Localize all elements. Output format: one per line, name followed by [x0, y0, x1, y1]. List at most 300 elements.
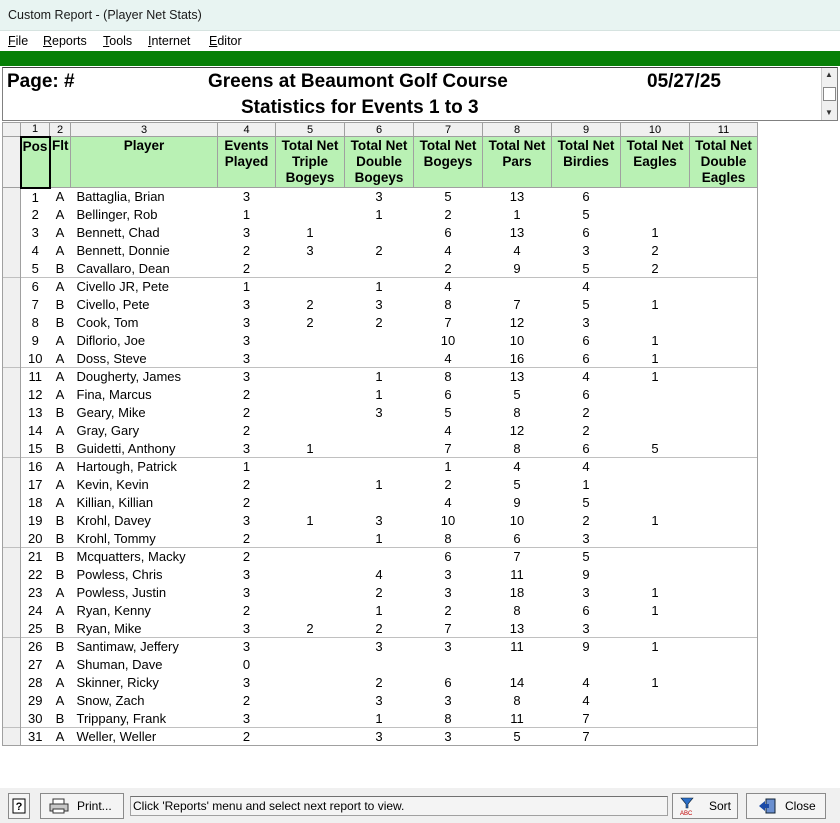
row-selector[interactable]	[3, 260, 21, 278]
header-double-bogeys[interactable]: Total Net Double Bogeys	[345, 137, 414, 188]
cell-events-played[interactable]: 2	[242, 693, 251, 708]
cell-birdies[interactable]: 9	[582, 567, 590, 582]
cell-double-eagles[interactable]	[690, 530, 758, 548]
cell-birdies[interactable]: 6	[582, 333, 590, 348]
cell-double-eagles[interactable]	[690, 584, 758, 602]
column-number[interactable]: 3	[71, 123, 218, 137]
cell-flt[interactable]: A	[55, 477, 65, 492]
cell-player[interactable]: Powless, Chris	[76, 567, 163, 582]
cell-events-played[interactable]: 3	[242, 585, 251, 600]
cell-bogeys[interactable]: 8	[444, 710, 452, 726]
cell-flt[interactable]: A	[55, 423, 65, 438]
cell-flt[interactable]: A	[55, 693, 65, 708]
cell-events-played[interactable]: 2	[242, 405, 251, 420]
cell-double-eagles[interactable]	[690, 440, 758, 458]
cell-birdies[interactable]: 5	[582, 260, 590, 276]
cell-bogeys[interactable]: 1	[414, 458, 483, 476]
cell-double-eagles[interactable]	[690, 350, 758, 368]
cell-player[interactable]: Battaglia, Brian	[76, 189, 165, 205]
header-pars[interactable]: Total Net Pars	[483, 137, 552, 188]
table-row[interactable]	[3, 422, 758, 440]
row-selector[interactable]	[3, 584, 21, 602]
table-row[interactable]	[3, 350, 758, 368]
cell-flt[interactable]: A	[55, 675, 65, 690]
table-row[interactable]	[3, 476, 758, 494]
cell-double-bogeys[interactable]	[345, 422, 414, 440]
cell-triple-bogeys[interactable]	[276, 368, 345, 386]
cell-birdies[interactable]: 3	[582, 243, 590, 258]
cell-double-eagles[interactable]	[690, 728, 758, 746]
cell-bogeys[interactable]: 4	[444, 495, 452, 510]
cell-eagles[interactable]: 2	[651, 260, 659, 276]
cell-birdies[interactable]: 5	[582, 297, 590, 312]
cell-birdies[interactable]: 2	[582, 513, 590, 528]
row-selector[interactable]	[3, 458, 21, 476]
cell-player[interactable]: Fina, Marcus	[76, 387, 152, 402]
header-birdies[interactable]: Total Net Birdies	[552, 137, 621, 188]
cell-bogeys[interactable]: 8	[444, 297, 452, 312]
cell-triple-bogeys[interactable]	[276, 728, 345, 746]
cell-double-eagles[interactable]	[690, 332, 758, 350]
cell-player[interactable]: Snow, Zach	[76, 693, 145, 708]
cell-flt[interactable]: B	[55, 567, 65, 582]
cell-pos[interactable]: 15	[28, 440, 43, 456]
cell-events-played[interactable]: 3	[242, 315, 251, 330]
cell-triple-bogeys[interactable]	[276, 656, 345, 674]
table-row[interactable]	[3, 710, 758, 728]
cell-bogeys[interactable]: 8	[414, 368, 483, 386]
cell-double-eagles[interactable]	[690, 512, 758, 530]
header-scrollbar[interactable]	[821, 68, 837, 120]
cell-bogeys[interactable]: 5	[444, 189, 452, 205]
cell-pos[interactable]: 5	[31, 260, 39, 276]
cell-pos[interactable]: 20	[28, 530, 43, 546]
table-row[interactable]	[3, 656, 758, 674]
cell-pars[interactable]: 13	[509, 189, 525, 205]
cell-double-bogeys[interactable]: 1	[375, 530, 383, 546]
cell-triple-bogeys[interactable]	[276, 710, 345, 728]
cell-pos[interactable]: 12	[28, 387, 43, 402]
cell-eagles[interactable]: 1	[651, 297, 659, 312]
cell-triple-bogeys[interactable]	[276, 476, 345, 494]
cell-birdies[interactable]: 1	[582, 477, 590, 492]
cell-pars[interactable]: 8	[513, 603, 521, 618]
cell-player[interactable]: Shuman, Dave	[76, 657, 163, 672]
cell-events-played[interactable]: 3	[242, 333, 251, 348]
cell-bogeys[interactable]: 7	[444, 315, 452, 330]
cell-double-bogeys[interactable]: 1	[375, 603, 383, 618]
cell-double-eagles[interactable]	[690, 620, 758, 638]
cell-flt[interactable]: B	[55, 440, 65, 456]
cell-player[interactable]: Skinner, Ricky	[76, 675, 159, 690]
cell-eagles[interactable]: 1	[651, 513, 659, 528]
cell-player[interactable]: Bellinger, Rob	[76, 207, 158, 222]
cell-eagles[interactable]: 1	[651, 585, 659, 600]
table-row[interactable]	[3, 620, 758, 638]
cell-birdies[interactable]: 4	[582, 693, 590, 708]
cell-flt[interactable]: A	[55, 189, 65, 205]
row-selector[interactable]	[3, 512, 21, 530]
cell-pars[interactable]: 16	[509, 350, 525, 366]
cell-double-eagles[interactable]	[690, 314, 758, 332]
cell-triple-bogeys[interactable]	[276, 530, 345, 548]
cell-bogeys[interactable]: 4	[444, 423, 452, 438]
cell-birdies[interactable]: 7	[552, 728, 621, 746]
table-row[interactable]	[3, 566, 758, 584]
cell-player[interactable]: Mcquatters, Macky	[71, 548, 218, 566]
row-selector[interactable]	[3, 638, 21, 656]
column-number[interactable]: 10	[621, 123, 690, 137]
cell-flt[interactable]: A	[55, 495, 65, 510]
cell-bogeys[interactable]: 10	[440, 333, 456, 348]
cell-eagles[interactable]	[621, 692, 690, 710]
cell-eagles[interactable]: 1	[651, 333, 659, 348]
cell-bogeys[interactable]: 6	[444, 675, 452, 690]
row-selector[interactable]	[3, 242, 21, 260]
row-selector[interactable]	[3, 224, 21, 242]
cell-player[interactable]: Gray, Gary	[76, 423, 140, 438]
cell-triple-bogeys[interactable]	[276, 188, 345, 206]
cell-bogeys[interactable]: 4	[444, 243, 452, 258]
header-flt[interactable]: Flt	[50, 137, 71, 188]
cell-pos[interactable]: 7	[31, 297, 39, 312]
cell-bogeys[interactable]: 3	[414, 638, 483, 656]
cell-pos[interactable]: 14	[28, 423, 43, 438]
cell-events-played[interactable]: 2	[242, 387, 251, 402]
header-events-played[interactable]: Events Played	[218, 137, 276, 188]
cell-double-eagles[interactable]	[690, 692, 758, 710]
cell-pos[interactable]: 30	[28, 710, 43, 726]
cell-double-bogeys[interactable]	[345, 458, 414, 476]
cell-flt[interactable]: B	[55, 297, 65, 312]
cell-eagles[interactable]: 5	[651, 440, 659, 456]
cell-double-eagles[interactable]	[690, 188, 758, 206]
cell-triple-bogeys[interactable]	[276, 692, 345, 710]
cell-birdies[interactable]: 6	[582, 189, 590, 205]
cell-events-played[interactable]: 3	[218, 638, 276, 656]
cell-pars[interactable]	[483, 656, 552, 674]
header-player[interactable]: Player	[71, 137, 218, 188]
header-pos[interactable]: Pos	[21, 137, 50, 188]
cell-pos[interactable]: 16	[21, 458, 50, 476]
cell-player[interactable]: Diflorio, Joe	[76, 333, 146, 348]
cell-pars[interactable]: 7	[513, 297, 521, 312]
row-selector[interactable]	[3, 137, 21, 188]
cell-player[interactable]: Weller, Weller	[71, 728, 218, 746]
cell-double-bogeys[interactable]: 1	[345, 278, 414, 296]
cell-eagles[interactable]	[621, 548, 690, 566]
header-triple-bogeys[interactable]: Total Net Triple Bogeys	[276, 137, 345, 188]
cell-events-played[interactable]: 2	[242, 260, 251, 276]
cell-player[interactable]: Cook, Tom	[76, 315, 139, 330]
row-selector[interactable]	[3, 530, 21, 548]
cell-flt[interactable]: A	[55, 603, 65, 618]
row-selector[interactable]	[3, 710, 21, 728]
cell-birdies[interactable]: 5	[552, 548, 621, 566]
cell-eagles[interactable]: 1	[651, 225, 659, 240]
row-selector[interactable]	[3, 278, 21, 296]
cell-player[interactable]: Civello JR, Pete	[71, 278, 218, 296]
table-row[interactable]	[3, 260, 758, 278]
scroll-up-icon[interactable]: ▲	[825, 70, 833, 79]
cell-pos[interactable]: 22	[28, 567, 43, 582]
cell-flt[interactable]: B	[55, 405, 65, 420]
table-row[interactable]	[3, 512, 758, 530]
row-selector[interactable]	[3, 692, 21, 710]
cell-flt[interactable]: A	[55, 207, 65, 222]
cell-bogeys[interactable]: 10	[440, 513, 456, 528]
cell-eagles[interactable]: 1	[621, 368, 690, 386]
row-selector[interactable]	[3, 404, 21, 422]
cell-double-eagles[interactable]	[690, 548, 758, 566]
cell-eagles[interactable]	[621, 206, 690, 224]
cell-pars[interactable]: 6	[513, 530, 521, 546]
cell-pars[interactable]: 8	[513, 405, 521, 420]
cell-eagles[interactable]: 2	[651, 243, 659, 258]
cell-events-played[interactable]: 3	[242, 350, 251, 366]
cell-birdies[interactable]: 4	[582, 675, 590, 690]
cell-pars[interactable]: 11	[483, 638, 552, 656]
cell-player[interactable]: Civello, Pete	[76, 297, 150, 312]
cell-double-bogeys[interactable]: 3	[375, 297, 383, 312]
cell-pars[interactable]: 4	[513, 243, 521, 258]
cell-events-played[interactable]: 3	[242, 189, 251, 205]
row-selector[interactable]	[3, 656, 21, 674]
cell-flt[interactable]: B	[55, 260, 65, 276]
cell-events-played[interactable]: 2	[242, 495, 251, 510]
table-row[interactable]	[3, 692, 758, 710]
column-number[interactable]: 8	[483, 123, 552, 137]
table-row[interactable]	[3, 458, 758, 476]
cell-double-eagles[interactable]	[690, 296, 758, 314]
cell-bogeys[interactable]: 2	[444, 477, 452, 492]
cell-pos[interactable]: 27	[28, 657, 43, 672]
cell-double-bogeys[interactable]: 2	[375, 315, 383, 330]
cell-pos[interactable]: 23	[28, 585, 43, 600]
cell-double-bogeys[interactable]: 2	[375, 620, 383, 636]
cell-triple-bogeys[interactable]	[276, 458, 345, 476]
cell-pos[interactable]: 17	[28, 477, 43, 492]
cell-pars[interactable]	[483, 278, 552, 296]
header-bogeys[interactable]: Total Net Bogeys	[414, 137, 483, 188]
cell-double-bogeys[interactable]: 1	[375, 207, 383, 222]
row-selector[interactable]	[3, 314, 21, 332]
row-selector[interactable]	[3, 206, 21, 224]
cell-pos[interactable]: 24	[28, 603, 43, 618]
close-button[interactable]	[746, 793, 826, 819]
cell-double-bogeys[interactable]	[345, 224, 414, 242]
cell-events-played[interactable]: 2	[242, 603, 251, 618]
cell-flt[interactable]: B	[55, 530, 65, 546]
table-row[interactable]	[3, 638, 758, 656]
cell-events-played[interactable]: 1	[218, 458, 276, 476]
cell-pos[interactable]: 13	[28, 405, 43, 420]
cell-flt[interactable]: A	[50, 728, 71, 746]
cell-birdies[interactable]	[552, 656, 621, 674]
cell-player[interactable]: Krohl, Tommy	[76, 530, 156, 546]
row-selector[interactable]	[3, 350, 21, 368]
cell-birdies[interactable]: 6	[582, 225, 590, 240]
help-button[interactable]	[8, 793, 30, 819]
table-row[interactable]	[3, 494, 758, 512]
cell-flt[interactable]: B	[55, 620, 65, 636]
row-selector[interactable]	[3, 728, 21, 746]
row-selector[interactable]	[3, 602, 21, 620]
cell-double-bogeys[interactable]: 3	[345, 728, 414, 746]
table-row[interactable]	[3, 674, 758, 692]
cell-double-eagles[interactable]	[690, 656, 758, 674]
cell-birdies[interactable]: 5	[582, 495, 590, 510]
cell-flt[interactable]: A	[55, 387, 65, 402]
cell-double-bogeys[interactable]	[345, 332, 414, 350]
cell-player[interactable]: Powless, Justin	[76, 585, 167, 600]
cell-player[interactable]: Bennett, Donnie	[76, 243, 170, 258]
cell-birdies[interactable]: 6	[582, 603, 590, 618]
cell-pars[interactable]: 12	[509, 423, 525, 438]
cell-double-eagles[interactable]	[690, 422, 758, 440]
cell-pos[interactable]: 25	[28, 620, 43, 636]
cell-player[interactable]: Geary, Mike	[76, 405, 146, 420]
cell-double-bogeys[interactable]: 2	[375, 675, 383, 690]
cell-bogeys[interactable]: 7	[444, 440, 452, 456]
cell-eagles[interactable]	[621, 566, 690, 584]
cell-triple-bogeys[interactable]	[276, 422, 345, 440]
cell-bogeys[interactable]: 3	[444, 585, 452, 600]
cell-pars[interactable]: 10	[509, 333, 525, 348]
cell-player[interactable]: Hartough, Patrick	[71, 458, 218, 476]
column-number[interactable]: 9	[552, 123, 621, 137]
menu-internet[interactable]	[148, 34, 190, 48]
cell-pars[interactable]: 14	[509, 675, 525, 690]
column-number[interactable]: 4	[218, 123, 276, 137]
row-selector[interactable]	[3, 620, 21, 638]
cell-pos[interactable]: 6	[21, 278, 50, 296]
table-row[interactable]	[3, 530, 758, 548]
cell-events-played[interactable]: 0	[242, 657, 251, 672]
cell-eagles[interactable]	[621, 278, 690, 296]
cell-bogeys[interactable]: 2	[444, 603, 452, 618]
cell-birdies[interactable]: 7	[582, 710, 590, 726]
cell-birdies[interactable]: 3	[582, 530, 590, 546]
cell-double-eagles[interactable]	[690, 242, 758, 260]
cell-player[interactable]: Ryan, Mike	[76, 620, 142, 636]
cell-pars[interactable]: 13	[483, 368, 552, 386]
cell-events-played[interactable]: 3	[242, 297, 251, 312]
grid-corner[interactable]	[3, 123, 21, 137]
cell-flt[interactable]: A	[50, 278, 71, 296]
cell-events-played[interactable]: 3	[218, 368, 276, 386]
cell-pos[interactable]: 28	[28, 675, 43, 690]
cell-triple-bogeys[interactable]: 2	[306, 315, 314, 330]
cell-pos[interactable]: 3	[31, 225, 39, 240]
cell-pos[interactable]: 10	[28, 350, 43, 366]
cell-triple-bogeys[interactable]	[276, 260, 345, 278]
cell-pars[interactable]: 13	[509, 225, 525, 240]
cell-pos[interactable]: 2	[31, 207, 39, 222]
cell-player[interactable]: Santimaw, Jeffery	[71, 638, 218, 656]
cell-events-played[interactable]: 3	[242, 225, 251, 240]
cell-double-eagles[interactable]	[690, 278, 758, 296]
cell-triple-bogeys[interactable]	[276, 548, 345, 566]
cell-double-bogeys[interactable]: 3	[375, 405, 383, 420]
cell-events-played[interactable]: 2	[218, 728, 276, 746]
cell-double-eagles[interactable]	[690, 224, 758, 242]
cell-eagles[interactable]: 1	[651, 675, 659, 690]
cell-flt[interactable]: A	[50, 368, 71, 386]
cell-events-played[interactable]: 2	[242, 243, 251, 258]
cell-bogeys[interactable]	[414, 656, 483, 674]
cell-events-played[interactable]: 2	[242, 530, 251, 546]
cell-eagles[interactable]: 1	[651, 350, 659, 366]
cell-eagles[interactable]	[621, 530, 690, 548]
cell-flt[interactable]: B	[50, 548, 71, 566]
cell-double-bogeys[interactable]	[345, 260, 414, 278]
cell-bogeys[interactable]: 6	[414, 548, 483, 566]
cell-double-eagles[interactable]	[690, 260, 758, 278]
menu-editor[interactable]	[209, 34, 242, 48]
cell-eagles[interactable]	[621, 620, 690, 638]
cell-double-eagles[interactable]	[690, 494, 758, 512]
cell-events-played[interactable]: 3	[242, 675, 251, 690]
cell-double-eagles[interactable]	[690, 404, 758, 422]
print-button[interactable]	[40, 793, 124, 819]
cell-bogeys[interactable]: 5	[444, 405, 452, 420]
cell-pars[interactable]: 11	[510, 567, 524, 582]
cell-eagles[interactable]	[621, 404, 690, 422]
cell-player[interactable]: Dougherty, James	[71, 368, 218, 386]
cell-player[interactable]: Bennett, Chad	[76, 225, 160, 240]
cell-pars[interactable]: 5	[513, 387, 521, 402]
cell-pos[interactable]: 9	[31, 333, 39, 348]
cell-pars[interactable]: 12	[509, 315, 525, 330]
scroll-down-icon[interactable]: ▼	[825, 108, 833, 117]
cell-events-played[interactable]: 1	[242, 207, 251, 222]
cell-pars[interactable]: 9	[513, 495, 521, 510]
cell-pos[interactable]: 8	[31, 315, 39, 330]
cell-pos[interactable]: 18	[28, 495, 43, 510]
header-double-eagles[interactable]: Total Net Double Eagles	[690, 137, 758, 188]
cell-double-eagles[interactable]	[690, 476, 758, 494]
cell-double-bogeys[interactable]: 2	[375, 243, 383, 258]
cell-events-played[interactable]: 3	[242, 710, 251, 726]
table-row[interactable]	[3, 278, 758, 296]
cell-triple-bogeys[interactable]	[276, 350, 345, 368]
column-number[interactable]: 7	[414, 123, 483, 137]
cell-double-eagles[interactable]	[690, 458, 758, 476]
cell-double-eagles[interactable]	[690, 566, 758, 584]
cell-eagles[interactable]	[621, 728, 690, 746]
cell-bogeys[interactable]: 6	[444, 225, 452, 240]
cell-eagles[interactable]	[621, 188, 690, 206]
cell-flt[interactable]: A	[55, 243, 65, 258]
cell-bogeys[interactable]: 4	[444, 350, 452, 366]
cell-triple-bogeys[interactable]	[276, 602, 345, 620]
cell-eagles[interactable]	[621, 656, 690, 674]
cell-birdies[interactable]: 3	[582, 315, 590, 330]
cell-double-bogeys[interactable]: 1	[375, 710, 383, 726]
cell-pos[interactable]: 31	[21, 728, 50, 746]
table-row[interactable]	[3, 242, 758, 260]
cell-bogeys[interactable]: 3	[444, 567, 452, 582]
cell-double-bogeys[interactable]	[345, 548, 414, 566]
cell-triple-bogeys[interactable]	[276, 584, 345, 602]
cell-pos[interactable]: 19	[28, 513, 43, 528]
cell-triple-bogeys[interactable]	[276, 386, 345, 404]
cell-birdies[interactable]: 6	[582, 387, 590, 402]
row-selector[interactable]	[3, 296, 21, 314]
row-selector[interactable]	[3, 188, 21, 206]
cell-player[interactable]: Trippany, Frank	[76, 710, 167, 726]
